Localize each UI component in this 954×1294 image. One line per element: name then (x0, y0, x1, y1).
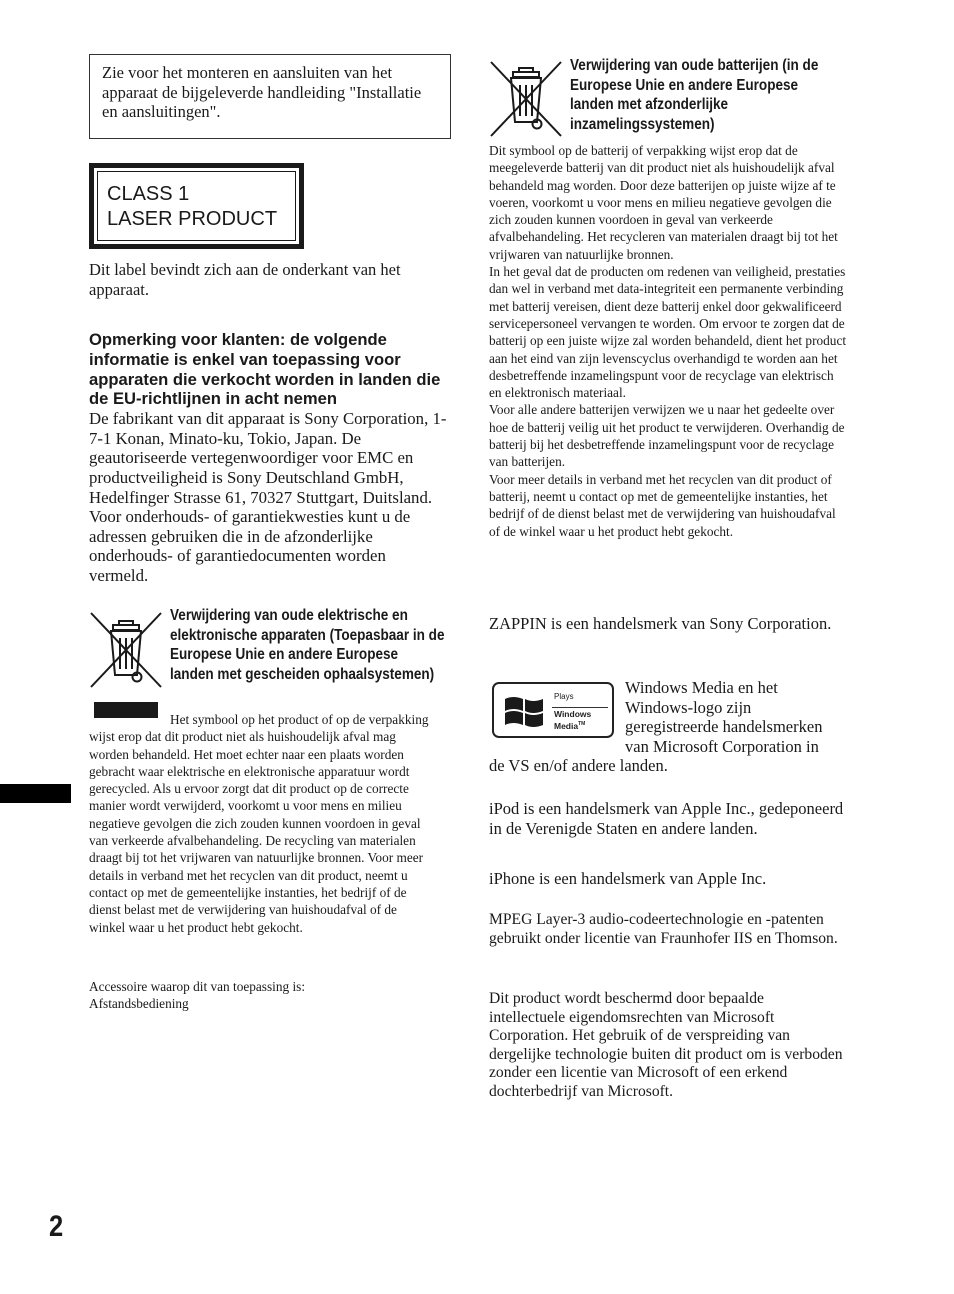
weee-body (89, 711, 435, 936)
customer-note-heading: Opmerking voor klanten: de volgende informatie is enkel van toepassing voor apparaten die verkocht worden in landen die de EU-richtlijnen in acht nemen (89, 330, 441, 409)
iphone-trademark: iPhone is een handelsmerk van Apple Inc. (489, 869, 767, 888)
chapter-tab-marker (0, 784, 71, 803)
page-number: 2 (49, 1210, 64, 1243)
laser-label-line1: CLASS 1 (107, 183, 190, 205)
battery-paragraph-2: In het geval dat de producten om redenen van veiligheid, prestaties dan wel in verband met data-integriteit een permanente verbinding met batterij vereisen, dient deze batterij enkel door gekwalificeerd servicepersoneel vervangen te worden. Om ervoor te zorgen dat de batterij op een juiste wijze zal worden behandeld, dient het product aan het eind van zijn levenscyclus overhandigd te worden aan het desbetreffende inzamelingspunt voor de recyclage van elektrisch en elektronisch materiaal. (489, 264, 847, 401)
windows-media-logo-divider (552, 707, 608, 708)
installation-notice-text: Zie voor het monteren en aansluiten van het apparaat de bijgeleverde handleiding "Installatie en aansluitingen". (102, 63, 422, 122)
crossed-out-wheelie-bin-icon (489, 60, 563, 138)
customer-note-body: De fabrikant van dit apparaat is Sony Corporation, 1-7-1 Konan, Minato-ku, Tokio, Japan. De geautoriseerde vertegenwoordiger voor EMC en productveiligheid is Sony Deutschland GmbH, Hedelfinger Strasse 61, 70327 Stuttgart, Duitsland. Voor onderhouds- of garantiekwesties kunt u de adressen gebruiken die in de afzonderlijke onderhouds- of garantiedocumenten worden vermeld. (89, 409, 447, 585)
weee-heading-block (170, 606, 470, 684)
windows-trademark-line-2: Windows-logo zijn (625, 697, 752, 717)
windows-media-logo (492, 682, 614, 738)
weee-heading: Verwijdering van oude elektrische en elektronische apparaten (Toepasbaar in de Europese Unie en andere Europese landen met gescheiden ophaalsystemen) (170, 607, 445, 683)
mpeg-license: MPEG Layer-3 audio-codeertechnologie en -patenten gebruikt onder licentie van Fraunhofer IIS en Thomson. (489, 911, 838, 947)
laser-label-caption: Dit label bevindt zich aan de onderkant van het apparaat. (89, 260, 401, 299)
microsoft-ip-notice: Dit product wordt beschermd door bepaalde intellectuele eigendomsrechten van Microsoft Corporation. Het gebruik of de verspreiding van dergelijke technologie buiten dit product om is verboden zonder een licentie van Microsoft of een erkend dochterbedrijf van Microsoft. (489, 990, 843, 1100)
battery-body (489, 142, 849, 540)
windows-media-logo-tm: TM (578, 721, 586, 727)
weee-accessory-block (89, 978, 435, 1013)
windows-trademark-line-4: van Microsoft Corporation in (625, 736, 819, 756)
customer-note-section (89, 330, 449, 586)
laser-label-line2: LASER PRODUCT (107, 208, 278, 230)
windows-trademark-line-1: Windows Media en het (625, 678, 778, 697)
weee-accessory-label: Accessoire waarop dit van toepassing is: (89, 979, 306, 994)
battery-paragraph-3: Voor alle andere batterijen verwijzen we u naar het gedeelte over hoe de batterij veilig uit het product te verwijderen. Overhandig de batterij bij het desbetreffende inzamelingspunt voor de recyclage van batterijen. (489, 402, 845, 470)
battery-paragraph-1: Dit symbool op de batterij of verpakking wijst erop dat de meegeleverde batterij van dit product niet als huishoudelijk afval behandeld mag worden. Door deze batterijen op juiste wijze af te voeren, voorkomt u voor mens en milieu negatieve gevolgen die zich zouden kunnen voordoen in geval van verkeerde afvalbehandeling. Het recycleren van materialen draagt bij tot het vrijwaren van natuurlijke bronnen. (489, 143, 838, 262)
laser-product-label (89, 163, 304, 249)
windows-media-logo-plays: Plays (554, 692, 574, 701)
windows-flag-icon (501, 693, 549, 729)
weee-accessory-item: Afstandsbediening (89, 996, 189, 1012)
laser-label-text (107, 182, 277, 232)
windows-trademark-line-3: geregistreerde handelsmerken (625, 717, 823, 737)
battery-heading-block (570, 56, 870, 134)
battery-paragraph-4: Voor meer details in verband met het recyclen van dit product of batterij, neemt u contact op met de gemeentelijke instanties, het bedrijf of de dienst belast met de verwijdering van huishoudafval of de winkel waar u het product hebt gekocht. (489, 471, 836, 539)
windows-trademark-lines (625, 678, 865, 756)
installation-notice-box (89, 54, 451, 139)
windows-trademark-tail: de VS en/of andere landen. (489, 756, 668, 775)
crossed-out-wheelie-bin-icon (89, 611, 163, 719)
windows-media-logo-line1: Windows (554, 709, 592, 719)
zappin-trademark: ZAPPIN is een handelsmerk van Sony Corporation. (489, 614, 832, 633)
windows-media-logo-wordmark (554, 709, 591, 731)
ipod-trademark: iPod is een handelsmerk van Apple Inc., gedeponeerd in de Verenigde Staten en andere landen. (489, 799, 844, 838)
weee-body-text: Het symbool op het product of op de verpakking wijst erop dat dit product niet als huishoudelijk afval mag worden behandeld. Het moet echter naar een plaats worden gebracht waar elektrische en elektronische apparatuur wordt gerecycled. Als u ervoor zorgt dat dit product op de correcte manier wordt verwijderd, voorkomt u voor mens en milieu negatieve gevolgen die zich zouden kunnen voordoen in geval van verkeerde afvalbehandeling. De recycling van materialen draagt bij tot het vrijwaren van natuurlijke bronnen. Voor meer details in verband met het recyclen van dit product, neemt u contact op met de gemeentelijke instanties, het bedrijf of de dienst belast met de verwijdering van huishoudafval of de winkel waar u het product hebt gekocht. (89, 712, 429, 935)
windows-media-logo-line2: Media (554, 720, 579, 731)
battery-heading: Verwijdering van oude batterijen (in de Europese Unie en andere Europese landen met afzonderlijke inzamelingssystemen) (570, 57, 819, 133)
